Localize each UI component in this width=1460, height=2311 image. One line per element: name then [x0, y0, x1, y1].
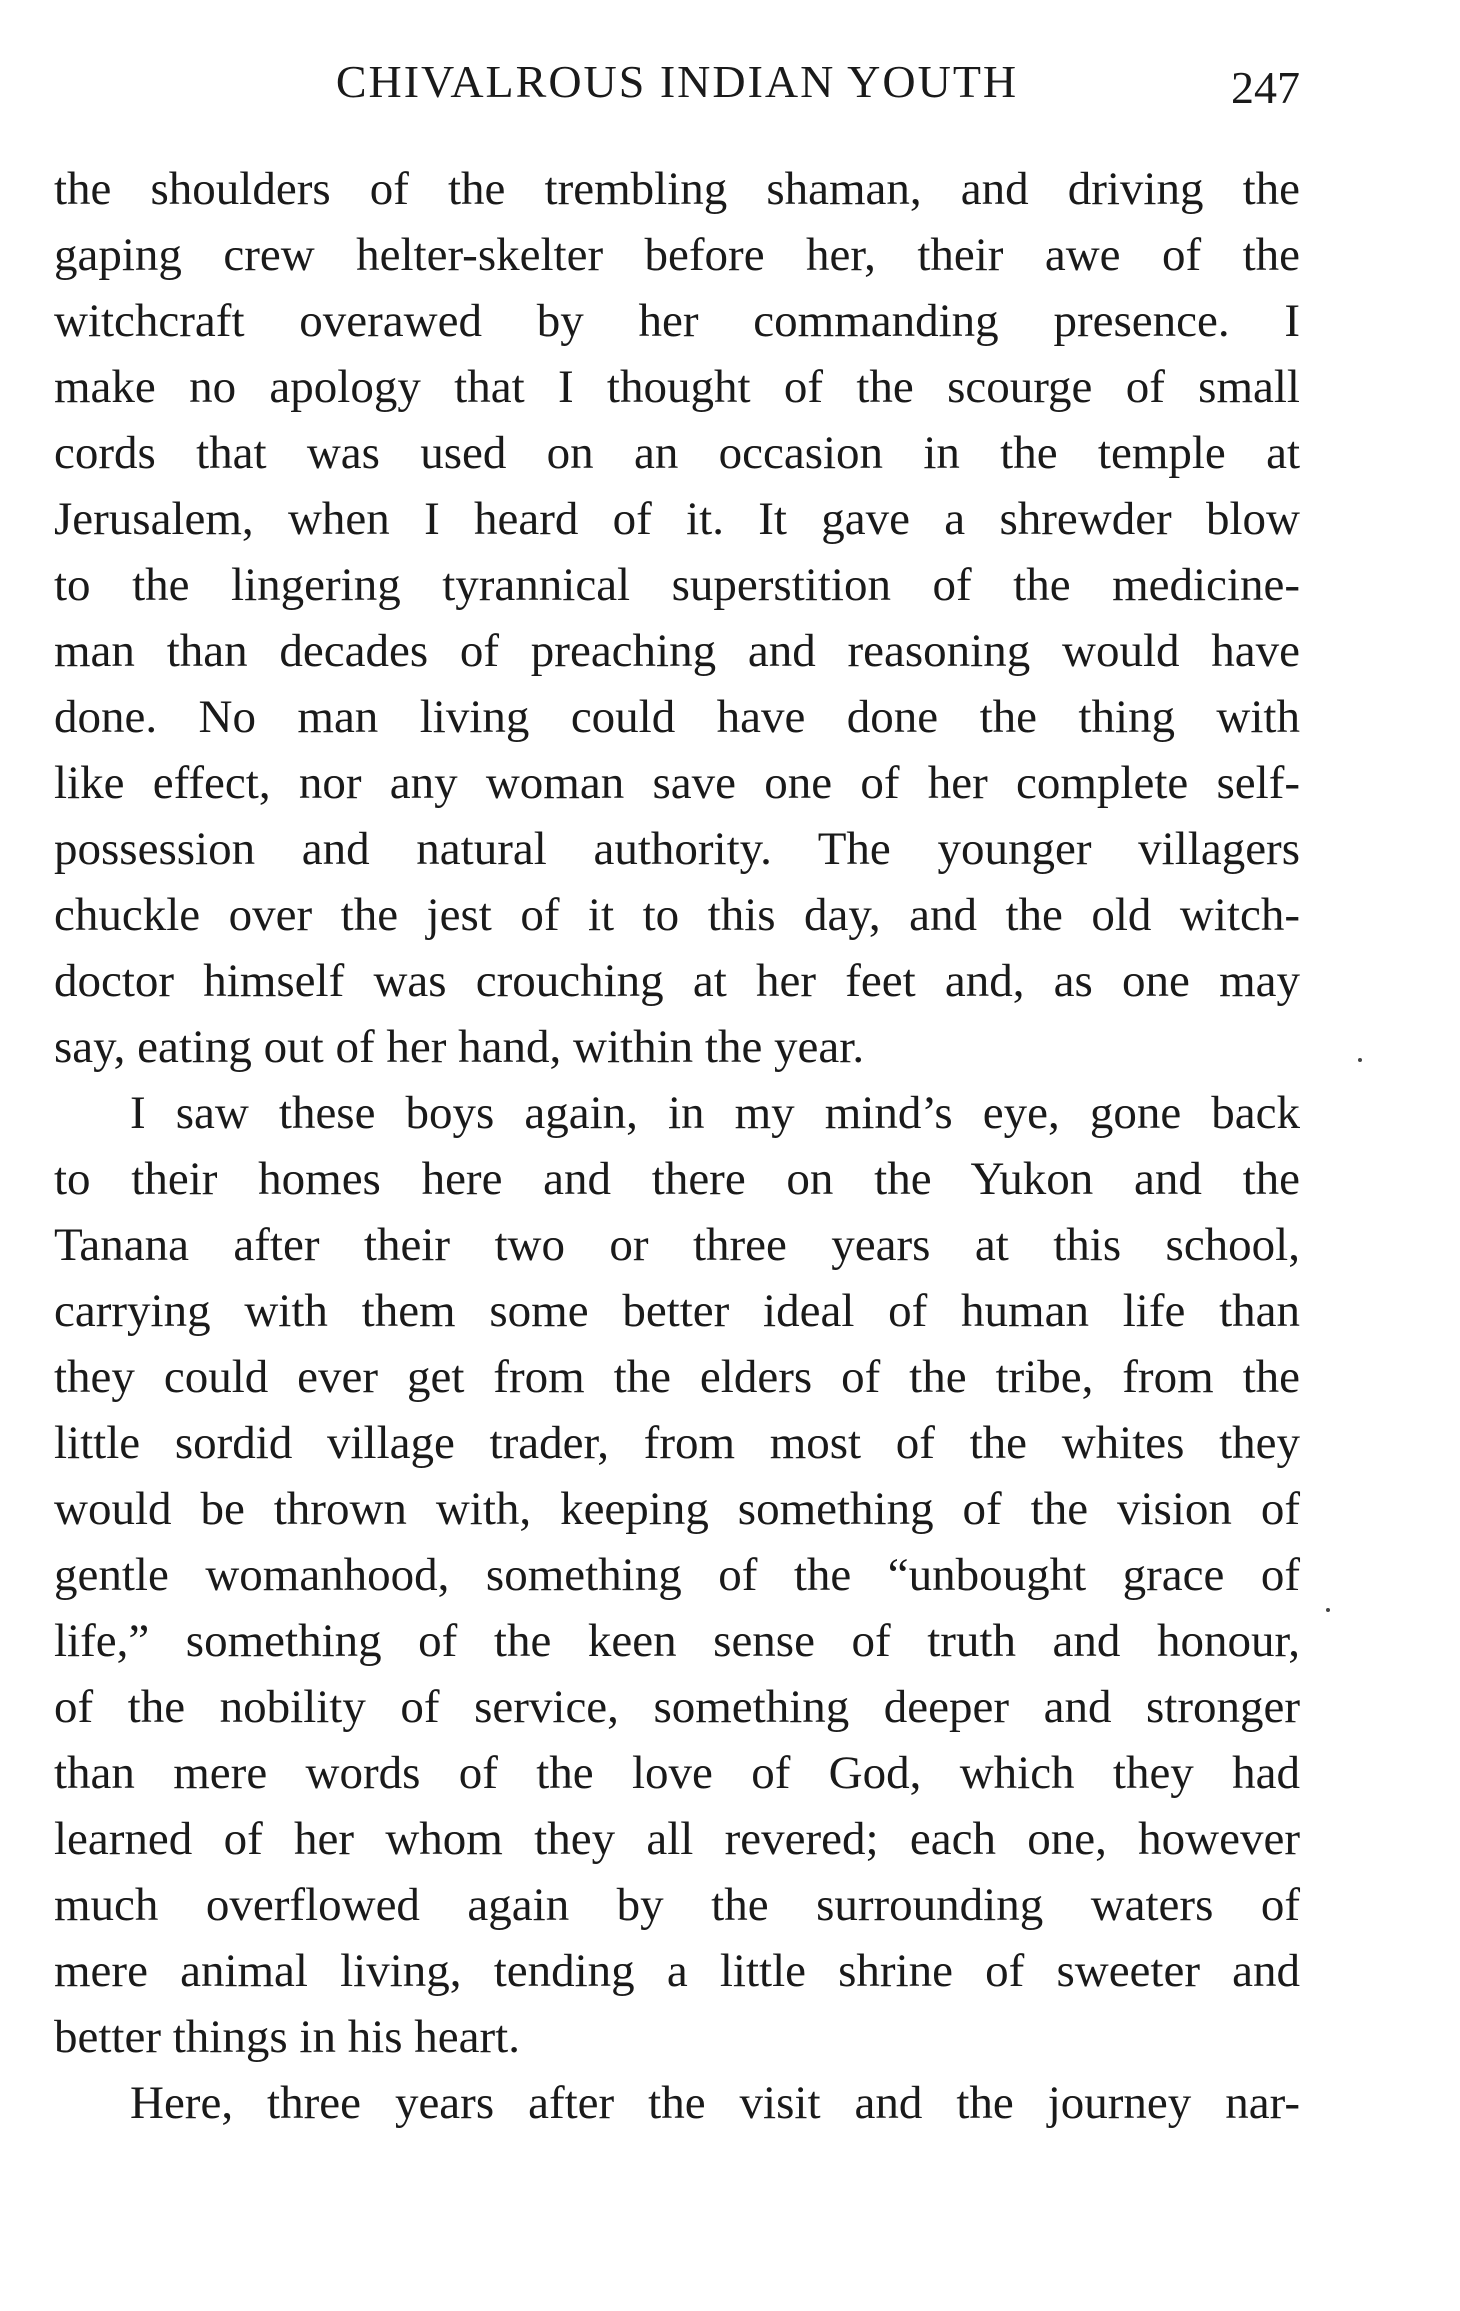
text-line: to their homes here and there on the Yukon and the [54, 1153, 1300, 1205]
text-line: make no apology that I thought of the scourge of small [54, 361, 1300, 413]
text-line: like effect, nor any woman save one of her complete self- [54, 757, 1300, 809]
text-line: witchcraft overawed by her commanding presence. I [54, 295, 1300, 347]
text-line: little sordid village trader, from most of the whites they [54, 1417, 1300, 1469]
text-line: chuckle over the jest of it to this day, and the old witch- [54, 889, 1300, 941]
text-line: possession and natural authority. The younger villagers [54, 823, 1300, 875]
text-line: Tanana after their two or three years at this school, [54, 1219, 1300, 1271]
text-line: doctor himself was crouching at her feet and, as one may [54, 955, 1300, 1007]
running-head [54, 52, 1300, 112]
text-line: mere animal living, tending a little shrine of sweeter and [54, 1945, 1300, 1997]
text-line: Jerusalem, when I heard of it. It gave a shrewder blow [54, 493, 1300, 545]
text-line: learned of her whom they all revered; each one, however [54, 1813, 1300, 1865]
text-line: gentle womanhood, something of the “unbought grace of [54, 1549, 1300, 1601]
text-line: much overflowed again by the surrounding waters of [54, 1879, 1300, 1931]
text-line: would be thrown with, keeping something of the vision of [54, 1483, 1300, 1535]
page-number: 247 [1231, 62, 1300, 113]
text-line: say, eating out of her hand, within the year. [54, 1021, 865, 1073]
body-text [54, 156, 1300, 2136]
text-line: of the nobility of service, something deeper and stronger [54, 1681, 1300, 1733]
text-line: they could ever get from the elders of the tribe, from the [54, 1351, 1300, 1403]
running-title: CHIVALROUS INDIAN YOUTH [335, 56, 1019, 107]
print-speck [1358, 1058, 1362, 1062]
text-line: better things in his heart. [54, 2011, 520, 2063]
text-line: gaping crew helter-skelter before her, their awe of the [54, 229, 1300, 281]
paragraph-start-line: Here, three years after the visit and the journey nar- [130, 2077, 1300, 2129]
text-line: than mere words of the love of God, which they had [54, 1747, 1300, 1799]
text-line: done. No man living could have done the thing with [54, 691, 1300, 743]
text-line: life,” something of the keen sense of truth and honour, [54, 1615, 1300, 1667]
text-line: cords that was used on an occasion in the temple at [54, 427, 1300, 479]
text-line: to the lingering tyrannical superstition of the medicine- [54, 559, 1300, 611]
paragraph-start-line: I saw these boys again, in my mind’s eye, gone back [130, 1087, 1300, 1139]
text-line: carrying with them some better ideal of human life than [54, 1285, 1300, 1337]
print-speck [1326, 1608, 1330, 1612]
text-line: man than decades of preaching and reasoning would have [54, 625, 1300, 677]
text-line: the shoulders of the trembling shaman, and driving the [54, 163, 1300, 215]
